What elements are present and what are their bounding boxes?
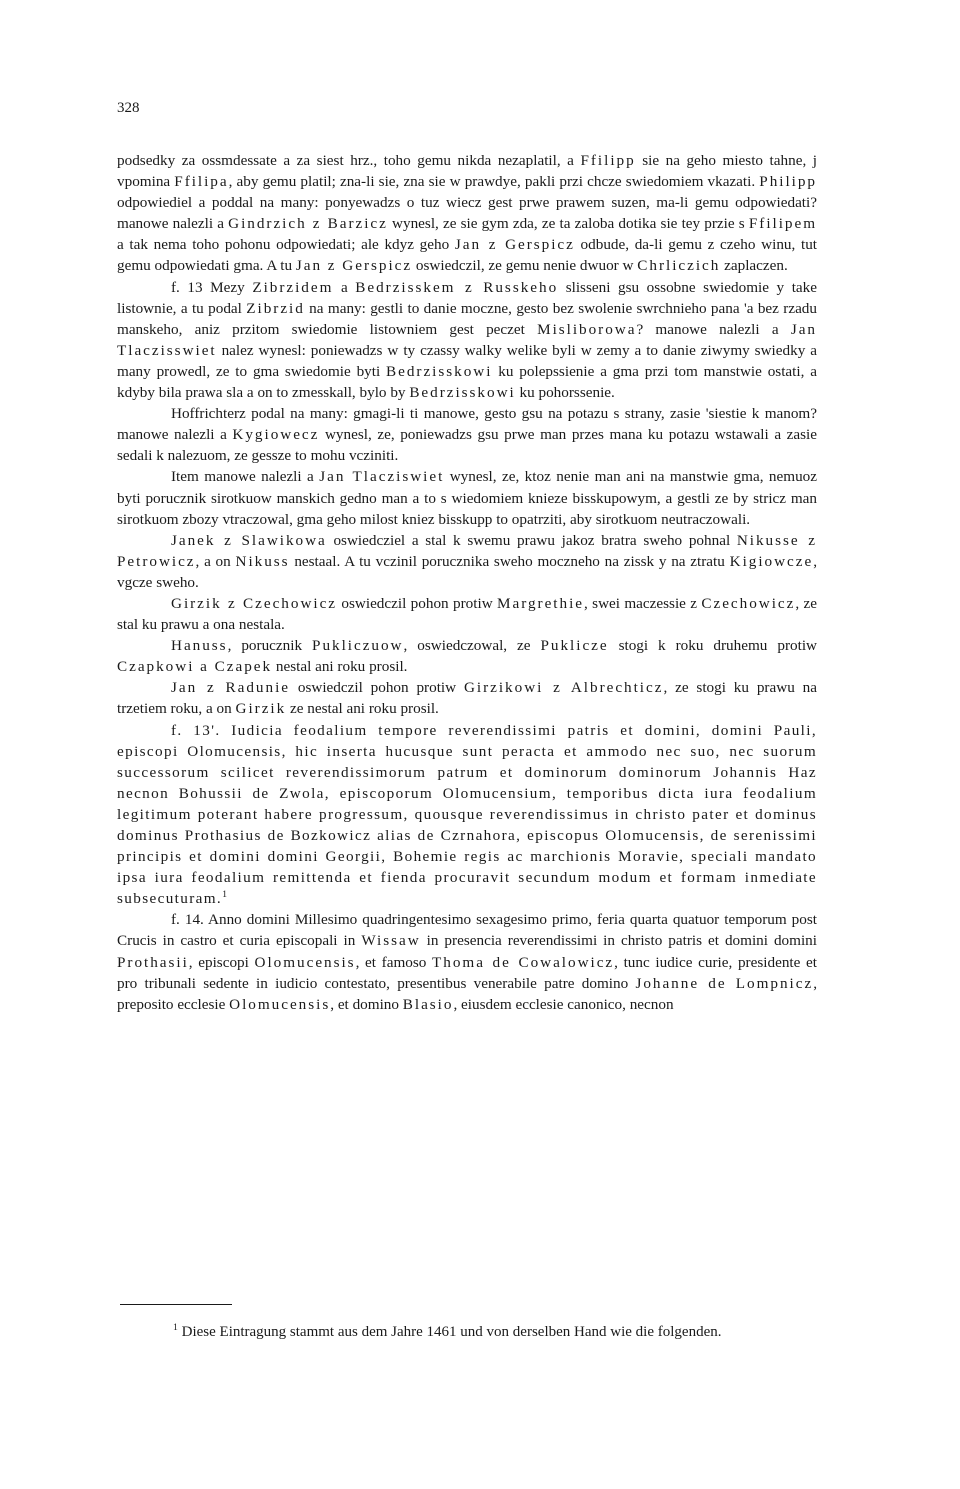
- text-run: f. 14. Anno domini Millesimo quadringentesimo sexagesimo primo, feria quarta quatuor temporum post Crucis in castro et curia episcopali in: [117, 911, 817, 950]
- spaced-name: Olomucensis: [229, 995, 331, 1013]
- text-run: wynesl, ze, poniewadzs gsu prwe man przes mana ku potazu wstawali a zasie sedali k nalezuom, ze gessze to mohu vcziniti.: [117, 426, 818, 465]
- main-text: [117, 150, 817, 1015]
- text-run: , aby gemu platil; zna-li sie, zna sie w prawdye, pakli przi chcze swiedomiem vkazati.: [228, 173, 760, 191]
- spaced-name: Girzik z Czechowicz: [171, 594, 338, 612]
- text-run: , a on: [195, 552, 236, 570]
- text-run: ku pohorssenie.: [515, 384, 615, 402]
- footnote-marker: 1: [173, 1322, 178, 1333]
- text-run: a tak nema toho pohonu odpowiedati; ale kdyz geho: [117, 236, 455, 254]
- spaced-name: Pukliczuow: [312, 637, 404, 655]
- spaced-name: Bedrzisskowi: [409, 384, 516, 402]
- spaced-name: Ffilipa: [174, 173, 229, 191]
- text-run: , eiusdem ecclesie canonico, necnon: [453, 995, 674, 1013]
- text-run: ku polepssienie a gma przi tom manstwie ostati, a kdyby bila prawa sla a on to zmesskall, bylo by: [117, 362, 817, 402]
- paragraph: [117, 720, 817, 910]
- text-run: slisseni gsu ossobne swiedomie y take listownie, a tu podal: [117, 278, 817, 317]
- text-run: wynesl, ze sie gym zda, ze ta zaloba dotika sie tey przie s: [387, 215, 749, 233]
- spaced-name: Czechowicz: [701, 594, 796, 612]
- text-run: , ze stal ku prawu a ona nestala.: [117, 594, 817, 634]
- text-run: zaplaczen.: [720, 257, 788, 275]
- text-run: , et domino: [330, 995, 403, 1013]
- spaced-name: Bedrzisskowi: [386, 362, 493, 380]
- paragraph: [117, 909, 817, 1014]
- spaced-name: Olomucensis: [254, 953, 356, 971]
- spaced-name: Johanne de Lompnicz: [635, 974, 814, 992]
- text-run: na many: gestli to danie moczne, gesto bez swolenie swrchnieho pana 'a bez rzadu manskeho, aniz przitom swiedomie listowniem gest peczet: [117, 299, 817, 338]
- text-run: , et famoso: [355, 953, 433, 971]
- spaced-name: Jan z Gerspicz: [295, 257, 413, 275]
- spaced-name: Girzikowi z Albrechticz: [463, 679, 664, 697]
- spaced-name: Ffilipem: [748, 215, 817, 233]
- spaced-name: Jan z Radunie: [171, 679, 290, 697]
- text-run: , oswiedczowal, ze: [403, 637, 541, 655]
- spaced-name: Girzik: [235, 700, 287, 718]
- paragraph: [117, 677, 817, 719]
- spaced-name: Nikusse z Petrowicz: [117, 531, 817, 570]
- text-run: odbude, da-li gemu z czeho winu, tut gemu odpowiedati gma. A tu: [117, 236, 818, 275]
- text-run: stogi k roku druhemu protiw: [608, 637, 818, 655]
- text-run: oswiedczil pohon protiw: [290, 679, 464, 697]
- spaced-name: Bedrzisskem z Russkeho: [355, 278, 559, 296]
- text-run: oswiedcziel a stal k swemu prawu jakoz bratra sweho pohnal: [326, 531, 737, 549]
- spaced-name: Jan Tlacziswiet: [319, 468, 445, 486]
- footnote: [117, 1322, 817, 1342]
- spaced-name: Kigiowcze: [729, 552, 814, 570]
- paragraph: [117, 593, 817, 635]
- spaced-name: Hanuss: [171, 637, 228, 655]
- text-run: , swei maczessie z: [584, 594, 702, 612]
- text-run: a: [333, 278, 356, 296]
- text-run: nestaal. A tu vczinil porucznika sweho moczneho na zissk y na ztratu: [289, 552, 730, 570]
- text-run: f. 13 Mezy: [171, 278, 253, 296]
- text-run: Hoffrichterz podal na many: gmagi-li ti manowe, gesto gsu na potazu s strany, zasie 'siestie k manom? manowe nalezli a: [117, 405, 817, 444]
- text-run: , ze stogi ku prawu na trzetiem roku, a on: [117, 679, 817, 718]
- footnote-divider: [120, 1304, 232, 1305]
- spaced-name: Prothasii: [117, 953, 189, 971]
- paragraph: [117, 635, 817, 677]
- spaced-name: Misliborowa: [537, 320, 637, 338]
- text-run: , preposito ecclesie: [117, 974, 817, 1013]
- spaced-name: Blasio: [402, 995, 454, 1013]
- text-run: oswiedczil pohon protiw: [337, 594, 498, 612]
- text-run: , episcopi: [188, 953, 255, 971]
- paragraph: [117, 403, 817, 466]
- spaced-name: Wissaw: [361, 932, 421, 950]
- spaced-name: Puklicze: [540, 637, 609, 655]
- spaced-name: Czapkowi a Czapek: [117, 658, 273, 676]
- spaced-name: Kygiowecz: [232, 426, 320, 444]
- spaced-name: Thoma de Cowalowicz: [432, 953, 615, 971]
- text-run: nalez wynesl: poniewadzs w ty czassy walky welike byli w zemy a to danie ziwymy swiedky a many prowedl, ze to gma swiedomie byti: [117, 341, 817, 380]
- spaced-name: Gindrzich z Barzicz: [228, 215, 388, 233]
- spaced-name: Ffilipp: [580, 152, 636, 169]
- spaced-name: Chrliczich: [637, 257, 721, 275]
- text-run: nestal ani roku prosil.: [272, 658, 408, 676]
- text-run: sie na geho miesto tahne, j vpomina: [117, 152, 817, 191]
- text-run: in presencia reverendissimi in christo patris et domini domini: [420, 932, 817, 950]
- footnote-reference: 1: [222, 889, 229, 901]
- spaced-name: Zibrzid: [246, 299, 305, 317]
- text-run: Item manowe nalezli a: [171, 468, 320, 486]
- spaced-name: Jan Tlaczisswiet: [117, 320, 817, 359]
- text-run: , vgcze sweho.: [117, 552, 817, 591]
- page-number: 328: [117, 100, 140, 116]
- paragraph: [117, 150, 817, 277]
- text-run: podsedky za ossmdessate a za siest hrz., toho gemu nikda nezaplatil, a: [117, 152, 581, 169]
- paragraph: [117, 466, 817, 529]
- spaced-name: Jan z Gerspicz: [454, 236, 575, 254]
- spaced-name: Janek z Slawikowa: [171, 531, 327, 549]
- text-run: odpowiediel a poddal na many: ponyewadzs o tuz wiecz gest prwe prawem suzen, ma-li gemu odpowiedati? manowe nalezli a: [117, 194, 817, 233]
- text-run: , tunc iudice curie, presidente et pro tribunali sedente in iudicio contestato, presentibus venerabile patre domino: [117, 953, 817, 992]
- text-run: f. 13'. Iudicia feodalium tempore reverendissimi patris et domini, domini Pauli, episcopi Olomucensis, hic inserta hucusque sunt peracta et ammodo nec suo, nec suorum successorum scilicet reverendissimorum patrum et dominorum dominorum Johannis Haz necnon Bohussii de Zwola, episcoporum Olomucensium, temporibus dicta iura feodalium legitimum poterant habere progressum, quousque reverendissimus in christo pater et dominus dominus Prothasius de Bozkowicz alias de Czrnahora, episcopus Olomucensis, de serenissimi principis et domini domini Georgii, Bohemie regis ac marchionis Moravie, speciali mandato ipsa iura feodalium remittenda et fienda procuravit secundum modum et formam inmediate subsecuturam.: [117, 721, 817, 908]
- spaced-name: Philipp: [759, 173, 817, 191]
- spaced-name: Margrethie: [497, 594, 584, 612]
- text-run: , porucznik: [227, 637, 313, 655]
- text-run: wynesl, ze, ktoz nenie man ani na manstwie gma, nemuoz byti porucznik sirotkuow manskich gedno man a to s wiedomiem knieze bisskupowym, a gestli ze by stricz man sirotkuom zbozy vtraczowal, gma geho milost kniez bisskupp to opatrziti, aby sirotkuom neutraczowali.: [117, 468, 818, 528]
- paragraph: [117, 530, 817, 593]
- footnote-text: Diese Eintragung stammt aus dem Jahre 1461 und von derselben Hand wie die folgenden.: [177, 1324, 722, 1340]
- text-run: ? manowe nalezli a: [636, 320, 791, 338]
- spaced-name: Zibrzidem: [252, 278, 334, 296]
- text-run: ze nestal ani roku prosil.: [286, 700, 439, 718]
- paragraph: [117, 277, 817, 404]
- spaced-name: Nikuss: [235, 552, 290, 570]
- text-run: oswiedczil, ze gemu nenie dwuor w: [412, 257, 638, 275]
